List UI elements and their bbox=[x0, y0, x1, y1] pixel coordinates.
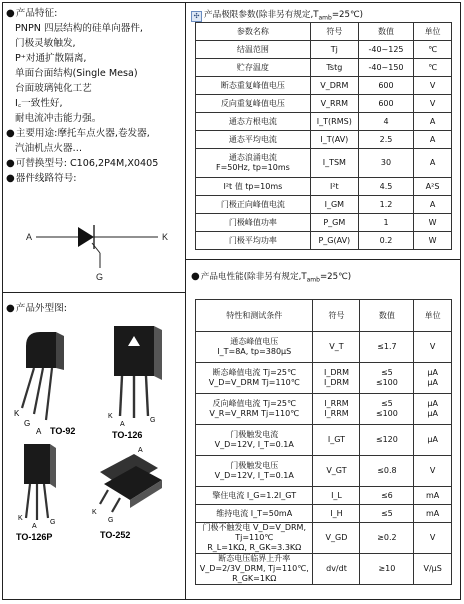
feature-line: I꜀一致性好, bbox=[15, 98, 63, 109]
feature-line: 台面玻璃钝化工艺 bbox=[15, 83, 92, 94]
to126-pin-g: G bbox=[150, 417, 156, 424]
table-row: 通态方根电流 I_T(RMS) 4 A bbox=[196, 113, 452, 131]
package-drawings bbox=[8, 322, 182, 552]
move-handle-icon[interactable]: ✣ bbox=[191, 11, 202, 22]
uses-heading: ●主要用途:摩托车点火器,卷发器, bbox=[6, 128, 150, 139]
limits-table bbox=[195, 22, 452, 250]
table-row: 断态电压临界上升率 V_D=2/3V_DRM, Tj=110℃, R_GK=1KΩ dv/dt ≥10 V/μS bbox=[196, 554, 452, 585]
feature-line: PNPN 四层结构的硅单向器件, bbox=[15, 23, 143, 34]
feature-line: 门极灵敏触发, bbox=[15, 38, 76, 49]
header-cell: 符号 bbox=[310, 23, 358, 41]
gate-label: G bbox=[96, 272, 104, 282]
limits-title: ✣ 产品极限参数(除非另有规定$,T_{amb}=25℃$) bbox=[191, 8, 363, 22]
feature-line: 单面台面结构(Single Mesa) bbox=[15, 68, 138, 79]
to252-pin-k: K bbox=[92, 509, 97, 516]
bullet-icon: ● bbox=[6, 303, 15, 314]
header-cell: 单位 bbox=[414, 23, 452, 41]
to126p-label: TO-126P bbox=[16, 532, 53, 542]
left-section-divider bbox=[2, 292, 185, 293]
to126-pin-k: K bbox=[108, 413, 113, 420]
uses-line: 汽油机点火器… bbox=[15, 143, 83, 154]
column-divider bbox=[185, 2, 186, 600]
header-cell: 数值 bbox=[360, 300, 414, 332]
table-row: 门极触发电流 V_D=12V, I_T=0.1A I_GT ≤120 μA bbox=[196, 425, 452, 456]
electrical-table bbox=[195, 299, 452, 585]
to126p-pin-k: K bbox=[18, 515, 23, 522]
bullet-icon: ● bbox=[191, 271, 200, 282]
header-cell: 单位 bbox=[414, 300, 452, 332]
table-row: 通态浪涌电流 F=50Hz, tp=10ms I_TSM 30 A bbox=[196, 149, 452, 178]
table-row: 擎住电流 I_G=1.2I_GT I_L ≤6 mA bbox=[196, 487, 452, 505]
bullet-icon: ● bbox=[6, 158, 15, 169]
gate-diagonal bbox=[92, 243, 100, 253]
table-row: 门极不触发电 V_D=V_DRM, Tj=110℃ R_L=1KΩ, R_GK=3.3KΩ V_GD ≥0.2 V bbox=[196, 523, 452, 554]
table-row: 门极触发电压 V_D=12V, I_T=0.1A V_GT ≤0.8 V bbox=[196, 456, 452, 487]
table-row: 贮存温度 Tstg -40~150 ℃ bbox=[196, 59, 452, 77]
to92-pin-a: A bbox=[36, 427, 42, 436]
bullet-icon: ● bbox=[6, 173, 15, 184]
to252-pin-g: G bbox=[108, 517, 114, 524]
to126p-pin-a: A bbox=[32, 523, 37, 530]
header-cell: 符号 bbox=[313, 300, 360, 332]
to126p-pin-g: G bbox=[50, 519, 56, 526]
table-row: 维持电流 I_T=50mA I_H ≤5 mA bbox=[196, 505, 452, 523]
electrical-title: ●产品电性能(除非另有规定$,T_{amb}=25℃$) bbox=[191, 271, 352, 284]
cathode-label: K bbox=[162, 232, 169, 242]
right-section-divider bbox=[185, 259, 461, 260]
feature-line: P⁺对通扩散隔离, bbox=[15, 53, 87, 64]
table-row: 通态峰值电压 I_T=8A, tp=380μS V_T ≤1.7 V bbox=[196, 332, 452, 363]
header-cell: 数值 bbox=[358, 23, 413, 41]
header-cell: 特性和测试条件 bbox=[196, 300, 313, 332]
to252-label: TO-252 bbox=[100, 530, 131, 540]
table-row: 门极正向峰值电流 I_GM 1.2 A bbox=[196, 196, 452, 214]
table-header-row bbox=[196, 300, 452, 332]
to92-pin-k: K bbox=[14, 409, 20, 418]
features-heading: ●产品特征: bbox=[6, 8, 58, 19]
feature-line: 耐电流冲击能力强。 bbox=[15, 113, 102, 124]
to92-pin-g: G bbox=[24, 419, 31, 428]
table-row: 门极平均功率 P_G(AV) 0.2 W bbox=[196, 232, 452, 250]
diode-triangle bbox=[78, 227, 94, 247]
table-header-row bbox=[196, 23, 452, 41]
table-row: 通态平均电流 I_T(AV) 2.5 A bbox=[196, 131, 452, 149]
header-cell: 参数名称 bbox=[196, 23, 311, 41]
package-heading: ●产品外型图: bbox=[6, 303, 67, 314]
to126-package bbox=[108, 326, 162, 440]
bullet-icon: ● bbox=[6, 128, 15, 139]
table-row: 断态重复峰值电压 V_DRM 600 V bbox=[196, 77, 452, 95]
anode-label: A bbox=[26, 232, 33, 242]
to92-package bbox=[14, 332, 75, 436]
to252-pin-a: A bbox=[138, 447, 143, 454]
symbol-heading: ●器件线路符号: bbox=[6, 173, 77, 184]
to92-label: TO-92 bbox=[50, 426, 76, 436]
table-row: 断态峰值电流 Tj=25℃ V_D=V_DRM Tj=110℃ I_DRM I_DRM ≤5 ≤100 μA μA bbox=[196, 363, 452, 394]
bullet-icon: ● bbox=[6, 8, 15, 19]
to126p-package bbox=[16, 444, 56, 542]
table-row: I²t 值 tp=10ms I²t 4.5 A²S bbox=[196, 178, 452, 196]
to252-package bbox=[92, 447, 162, 540]
table-row: 结温范围 Tj -40~125 ℃ bbox=[196, 41, 452, 59]
table-row: 反向重复峰值电压 V_RRM 600 V bbox=[196, 95, 452, 113]
scr-circuit-symbol bbox=[20, 210, 180, 290]
table-row: 反向峰值电流 Tj=25℃ V_R=V_RRM Tj=110℃ I_RRM I_RRM ≤5 ≤100 μA μA bbox=[196, 394, 452, 425]
left-column bbox=[6, 6, 182, 186]
to126-label: TO-126 bbox=[112, 430, 143, 440]
table-row: 门极峰值功率 P_GM 1 W bbox=[196, 214, 452, 232]
models-line: ●可替换型号: C106,2P4M,X0405 bbox=[6, 158, 159, 169]
to126-pin-a: A bbox=[120, 421, 125, 428]
